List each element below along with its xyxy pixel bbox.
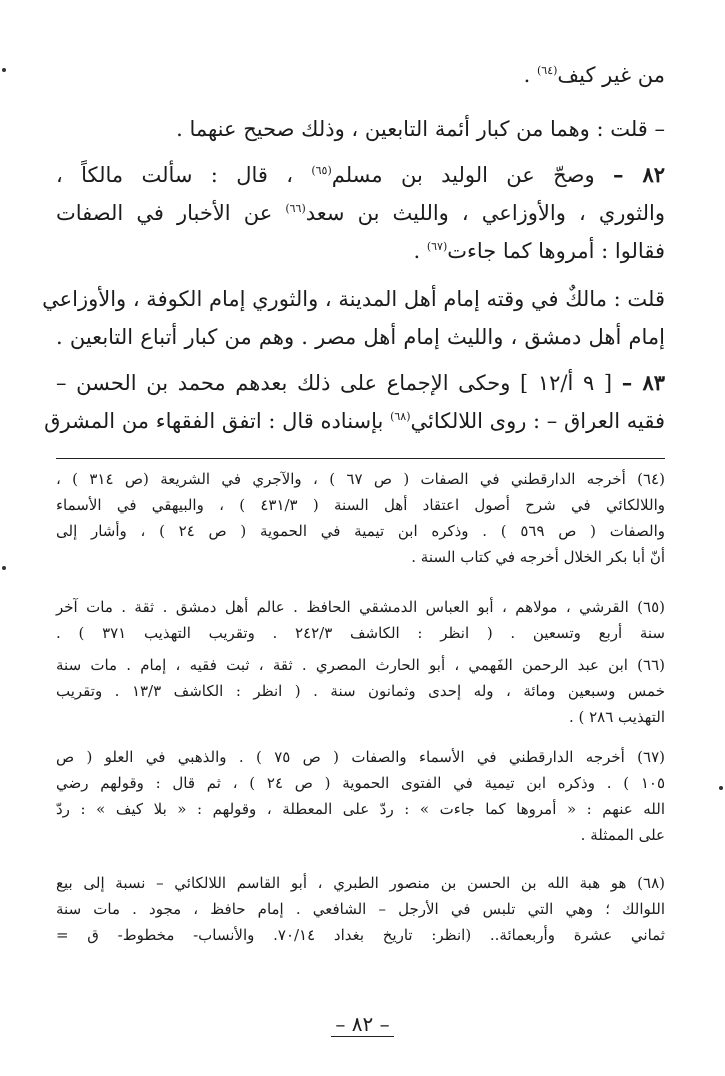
paragraph-number-82: ٨٢ – <box>612 162 665 187</box>
main-line-4 <box>56 198 665 228</box>
text: . <box>413 239 427 263</box>
main-line-5 <box>413 236 665 266</box>
book-page: من غير كيف$^{(٦٤)}$ . – قلت : وهما من كبار أئمة التابعين ، وذلك صحيح عنهما . ٨٢ – وصحّ عن الوليد بن مسلم$^{(٦٥)}$ ، قال : سألت مالكاً ، والثوري ، والأوزاعي ، والليث بن سعد$^{(٦٦)}$ عن الأخبار في الصفات فقالوا : أمروها كما جاءت$^{(٦٧)}$ . قلت : مالكٌ في وقته إمام أهل المدينة ، والثوري إمام الكوفة ، والأوزاعي إمام أهل دمشق ، والليث إمام أهل مصر . وهم من كبار أتباع التابعين . ٨٣ – [ ٩ أ/١٢ ] وحكى الإجماع على ذلك بعدهم محمد بن الحسن – فقيه العراق – : روى اللالكائي$^{(٦٨)}$ بإسناده قال : اتفق الفقهاء من المشرق (٦٤) أخرجه الدارقطني في الصفات ( ص ٦٧ ) ، والآجري في الشريعة (ص ٣١٤ ) ، واللالكائي في شرح أصول اعتقاد أهل السنة ( ٤٣١/٣ ) ، والبيهقي في الأسماء والصفات ( ص ٥٦٩ ) . وذكره ابن تيمية في الحموية ( ص ٢٤ ) ، وأشار إلى أنّ أبا بكر الخلال أخرجه في كتاب السنة . (٦٥) القرشي ، مولاهم ، أبو العباس الدمشقي الحافظ . عالم أهل دمشق . ثقة . مات آخر سنة أربع وتسعين . ( انظر : الكاشف ٢٤٢/٣ . وتقريب التهذيب ٣٧١ ) . (٦٦) ابن عبد الرحمن الفَهمي ، أبو الحارث المصري . ثقة ، ثبت فقيه ، إمام . مات سنة خمس وسبعين ومائة ، وله إحدى وثمانون سنة . ( انظر : الكاشف ١٣/٣ . وتقريب التهذيب ٢٨٦ ) . (٦٧) أخرجه الدارقطني في الأسماء والصفات ( ص ٧٥ ) . والذهبي في العلو ( ص ١٠٥ ) . وذكره ابن تيمية في الفتوى الحموية ( ص ٢٤ ) ، ثم قال : وقولهم رضي الله عنهم : « أمروها كما جاءت » : ردّ على المعطلة ، وقولهم : « بلا كيف » : ردّ على الممثلة . (٦٨) هو هبة الله بن الحسن بن منصور الطبري ، أبو القاسم اللالكائي – نسبة إلى بيع اللوالك ؛ وهي التي تلبس في الأرجل – الشافعي . إمام حافظ ، مجود . مات سنة ثماني عشرة وأربعمائة.. (انظر: تاريخ بغداد ٧٠/١٤. والأنساب- مخطوط- ق = – ٨٢ – <box>0 0 725 1076</box>
main-line-8 <box>56 368 665 398</box>
text: قلت : مالكٌ في وقته إمام أهل المدينة ، والثوري إمام الكوفة ، والأوزاعي <box>42 287 665 311</box>
footnote-ref-66[interactable]: (٦٦) <box>285 202 306 215</box>
main-line-2 <box>176 114 665 144</box>
page-number: – ٨٢ – <box>0 1012 725 1036</box>
text: عن الأخبار في الصفات <box>56 201 286 225</box>
main-line-3 <box>56 160 665 190</box>
text: وصحّ عن الوليد بن مسلم <box>331 163 613 187</box>
text: من غير كيف <box>557 63 665 87</box>
text: والثوري ، والأوزاعي ، والليث بن سعد <box>305 201 665 225</box>
footnote-ref-68[interactable]: (٦٨) <box>390 410 411 423</box>
text: – قلت : وهما من كبار أئمة التابعين ، وذلك صحيح عنهما . <box>176 117 665 141</box>
text: بإسناده قال : اتفق الفقهاء من المشرق <box>44 409 391 433</box>
text: فقيه العراق – : روى اللالكائي <box>410 409 665 433</box>
main-line-9 <box>44 406 665 436</box>
text: فقالوا : أمروها كما جاءت <box>447 239 665 263</box>
footnote-ref-67[interactable]: (٦٧) <box>426 240 448 253</box>
main-line-6 <box>42 284 665 314</box>
scan-speck <box>719 786 723 790</box>
text: . <box>523 63 537 87</box>
text: [ ٩ أ/١٢ ] وحكى الإجماع على ذلك بعدهم محمد بن الحسن – <box>56 371 622 395</box>
paragraph-number-83: ٨٣ – <box>621 370 666 395</box>
scan-speck <box>2 68 6 72</box>
text: ، قال : سألت مالكاً ، <box>56 163 312 187</box>
footnote-separator <box>56 458 665 459</box>
scan-speck <box>2 566 6 570</box>
footnote-ref-64[interactable]: (٦٤) <box>537 64 558 77</box>
main-line-1 <box>524 60 665 90</box>
main-line-7 <box>56 322 665 352</box>
footnote-ref-65[interactable]: (٦٥) <box>311 164 332 177</box>
text: إمام أهل دمشق ، والليث إمام أهل مصر . وهم من كبار أتباع التابعين . <box>56 325 665 349</box>
